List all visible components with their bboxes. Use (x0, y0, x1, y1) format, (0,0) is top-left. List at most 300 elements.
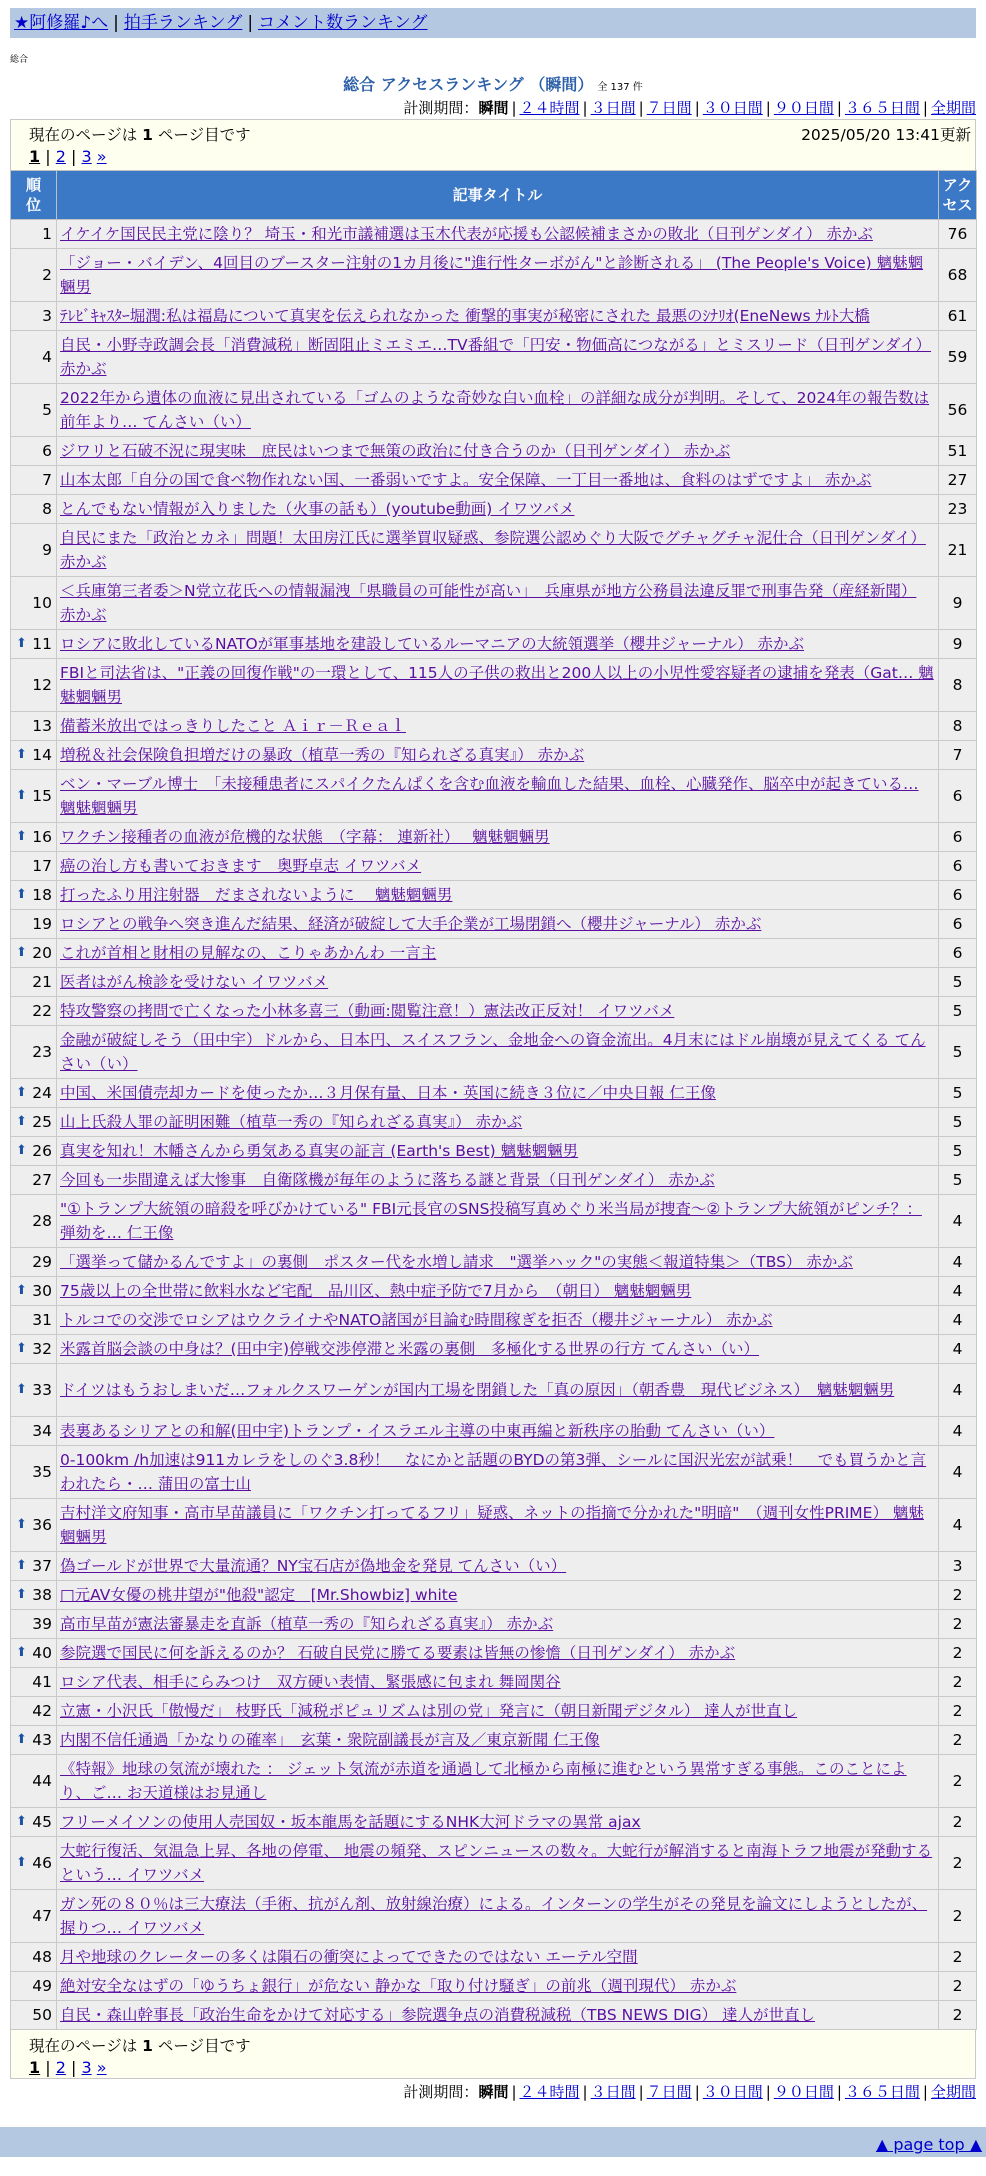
rank-cell (11, 384, 57, 437)
rank-cell (11, 1108, 57, 1137)
access-count: 8 (939, 659, 977, 712)
rank-number: 9 (42, 541, 52, 559)
pager-next-link[interactable]: » (96, 2058, 107, 2077)
access-count: 6 (939, 823, 977, 852)
pager-top (29, 147, 971, 166)
title-cell (57, 1726, 939, 1755)
rank-up-arrow-icon: ⬆ (16, 636, 27, 651)
rank-cell (11, 968, 57, 997)
table-row (11, 524, 977, 577)
title-cell (57, 302, 939, 331)
rank-cell (11, 1837, 57, 1890)
rank-cell (11, 1417, 57, 1446)
rank-number: 28 (32, 1212, 52, 1230)
rank-cell (11, 1364, 57, 1417)
rank-number: 29 (32, 1253, 52, 1271)
rank-number: 10 (32, 594, 52, 612)
period-option-link[interactable]: ２４時間 (519, 2083, 580, 2101)
table-row (11, 823, 977, 852)
page-info-top (10, 119, 976, 170)
article-title-link[interactable]: ロシアに敗北しているNATOが軍事基地を建設しているルーマニアの大統領選挙（櫻井ジャーナル） 赤かぶ (60, 635, 805, 653)
rank-cell (11, 1248, 57, 1277)
article-title-link[interactable]: 内閣不信任通過「かなりの確率」 玄葉・衆院副議長が言及／東京新聞 仁王像 (60, 1731, 600, 1749)
article-title-link[interactable]: 癌の治し方も書いておきます 奥野卓志 イワツバメ (60, 857, 422, 875)
rank-number: 40 (32, 1644, 52, 1662)
period-option-link[interactable]: 全期間 (930, 99, 976, 117)
rank-cell (11, 1446, 57, 1499)
article-title-link[interactable]: "①トランプ大統領の暗殺を呼びかけている" FBI元長官のSNS投稿写真めぐり米当局が捜査～②トランプ大統領がピンチ？：弾劾を… 仁王像 (60, 1200, 922, 1242)
category-tag: 総合 (10, 55, 29, 65)
period-separator: | (582, 99, 588, 117)
table-row (11, 331, 977, 384)
rank-number: 15 (32, 787, 52, 805)
rank-cell (11, 302, 57, 331)
article-title-link[interactable]: ベン・マーブル博士 「未接種患者にスパイクたんぱくを含む血液を輸血した結果、血栓、心臓発作、脳卒中が起きている… 魑魅魍魎男 (60, 775, 919, 817)
rank-number: 32 (32, 1340, 52, 1358)
title-cell (57, 741, 939, 770)
rank-cell (11, 1808, 57, 1837)
access-count: 2 (939, 1668, 977, 1697)
period-separator: | (694, 99, 700, 117)
table-row (11, 302, 977, 331)
pager-page-link[interactable]: 2 (55, 2058, 66, 2077)
current-page-suffix: ページ目です (157, 126, 251, 144)
table-row (11, 1108, 977, 1137)
rank-cell (11, 1335, 57, 1364)
article-title-link[interactable]: フリーメイソンの使用人売国奴・坂本龍馬を話題にするNHK大河ドラマの異常 ajax (60, 1813, 641, 1831)
rank-cell (11, 1639, 57, 1668)
period-label: 計測期間： (403, 2083, 479, 2101)
current-page-prefix: 現在のページは (29, 2037, 138, 2055)
rank-up-arrow-icon: ⬆ (16, 1283, 27, 1298)
pager-page-link[interactable]: 2 (55, 147, 66, 166)
rank-number: 35 (32, 1463, 52, 1481)
table-row (11, 1697, 977, 1726)
rank-number: 2 (42, 266, 52, 284)
access-count: 2 (939, 2001, 977, 2030)
rank-number: 30 (32, 1282, 52, 1300)
rank-number: 48 (32, 1948, 52, 1966)
article-title-link[interactable]: 「ジョー・バイデン、4回目のブースター注射の1カ月後に"進行性ターボがん"と診断される」 (The People's Voice) 魑魅魍魎男 (60, 254, 924, 296)
title-cell (57, 1837, 939, 1890)
period-separator: | (511, 2083, 517, 2101)
article-title-link[interactable]: 「選挙って儲かるんですよ」の裏側 ポスター代を水増し請求 "選挙ハック"の実態＜報道特集＞（TBS） 赤かぶ (60, 1253, 853, 1271)
table-row (11, 220, 977, 249)
access-count: 2 (939, 1943, 977, 1972)
title-cell (57, 823, 939, 852)
access-count: 27 (939, 466, 977, 495)
access-count: 4 (939, 1446, 977, 1499)
article-title-link[interactable]: 真実を知れ！木幡さんから勇気ある真実の証言 (Earth's Best) 魑魅魍魎男 (60, 1142, 579, 1160)
table-row (11, 1755, 977, 1808)
period-option-link[interactable]: ３０日間 (702, 99, 763, 117)
page-top-link[interactable]: ▲ page top ▲ (875, 2135, 982, 2154)
rank-number: 43 (32, 1731, 52, 1749)
article-title-link[interactable]: 増税＆社会保険負担増だけの暴政（植草一秀の『知られざる真実』） 赤かぶ (60, 746, 585, 764)
pager-separator: | (45, 2058, 51, 2077)
rank-up-arrow-icon: ⬆ (16, 1558, 27, 1573)
rank-number: 16 (32, 828, 52, 846)
article-title-link[interactable]: 参院選で国民に何を訴えるのか？ 石破自民党に勝てる要素は皆無の惨憺（日刊ゲンダイ） 赤かぶ (60, 1644, 736, 1662)
title-cell (57, 331, 939, 384)
article-title-link[interactable]: 金融が破綻しそう（田中宇）ドルから、日本円、スイスフラン、金地金への資金流出。4月末にはドル崩壊が見えてくる てんさい（い） (60, 1031, 926, 1073)
article-title-link[interactable]: 自民・森山幹事長「政治生命をかけて対応する」参院選争点の消費税減税（TBS NEWS DIG） 達人が世直し (60, 2006, 816, 2024)
title-cell (57, 712, 939, 741)
article-title-link[interactable]: 月や地球のクレーターの多くは隕石の衝突によってできたのではない エーテル空間 (60, 1948, 638, 1966)
home-link[interactable]: ★阿修羅♪へ (14, 13, 109, 33)
access-count: 2 (939, 1972, 977, 2001)
title-cell (57, 968, 939, 997)
period-separator: | (922, 99, 928, 117)
period-option-link[interactable]: ２４時間 (519, 99, 580, 117)
article-title-link[interactable]: 大蛇行復活、気温急上昇、各地の停電、 地震の頻発、スピンニュースの数々。大蛇行が解消すると南海トラフ地震が発動するという… イワツバメ (60, 1842, 933, 1884)
access-count: 7 (939, 741, 977, 770)
title-cell (57, 1248, 939, 1277)
period-separator: | (922, 2083, 928, 2101)
access-count: 5 (939, 1108, 977, 1137)
title-cell (57, 466, 939, 495)
period-option-link[interactable]: ３日間 (590, 99, 636, 117)
article-title-link[interactable]: □元AV女優の桃井望が"他殺"認定 [Mr.Showbiz] white (60, 1586, 458, 1604)
article-title-link[interactable]: 今回も一歩間違えば大惨事 自衛隊機が毎年のように落ちる謎と背景（日刊ゲンダイ） 赤かぶ (60, 1171, 715, 1189)
col-rank-label: 順位 (26, 176, 42, 214)
rank-cell (11, 1581, 57, 1610)
table-row (11, 495, 977, 524)
pager-separator: | (71, 147, 77, 166)
access-count: 6 (939, 910, 977, 939)
rank-number: 11 (32, 635, 52, 653)
article-title-link[interactable]: 山上氏殺人罪の証明困難（植草一秀の『知られざる真実』） 赤かぶ (60, 1113, 523, 1131)
title-cell (57, 1890, 939, 1943)
rank-number: 14 (32, 746, 52, 764)
pager-page-link[interactable]: 3 (81, 2058, 92, 2077)
article-title-link[interactable]: 特攻警察の拷問で亡くなった小林多喜三（動画:閲覧注意！）憲法改正反対！ イワツバメ (60, 1002, 675, 1020)
title-cell (57, 577, 939, 630)
rank-number: 31 (32, 1311, 52, 1329)
nav-separator: | (113, 13, 119, 33)
rank-up-arrow-icon: ⬆ (16, 1517, 27, 1532)
rank-cell (11, 741, 57, 770)
title-cell (57, 1697, 939, 1726)
table-row (11, 466, 977, 495)
rank-number: 47 (32, 1907, 52, 1925)
title-cell (57, 1610, 939, 1639)
rank-number: 39 (32, 1615, 52, 1633)
period-option-link[interactable]: 全期間 (930, 2083, 976, 2101)
rank-cell (11, 249, 57, 302)
rank-cell (11, 466, 57, 495)
access-count: 2 (939, 1726, 977, 1755)
rank-number: 46 (32, 1854, 52, 1872)
title-cell (57, 1335, 939, 1364)
article-title-link[interactable]: 米露首脳会談の中身は？(田中宇)停戦交渉停滞と米露の裏側 多極化する世界の行方 てんさい（い） (60, 1340, 760, 1358)
rank-number: 22 (32, 1002, 52, 1020)
ranking-heading (10, 72, 976, 95)
title-cell (57, 495, 939, 524)
rank-number: 21 (32, 973, 52, 991)
rank-cell (11, 1277, 57, 1306)
title-cell (57, 852, 939, 881)
rank-number: 4 (42, 348, 52, 366)
article-title-link[interactable]: トルコでの交渉でロシアはウクライナやNATO諸国が目論む時間稼ぎを拒否（櫻井ジャーナル） 赤かぶ (60, 1311, 773, 1329)
article-title-link[interactable]: ロシアとの戦争へ突き進んだ結果、経済が破綻して大手企業が工場閉鎖へ（櫻井ジャーナル） 赤かぶ (60, 915, 762, 933)
rank-number: 23 (32, 1043, 52, 1061)
rank-cell (11, 331, 57, 384)
title-cell (57, 437, 939, 466)
access-count: 2 (939, 1890, 977, 1943)
article-title-link[interactable]: 2022年から遺体の血液に見出されている「ゴムのような奇妙な白い血栓」の詳細な成分が判明。そして、2024年の報告数は前年より… てんさい（い） (60, 389, 930, 431)
title-cell (57, 1639, 939, 1668)
access-count: 6 (939, 852, 977, 881)
rank-number: 20 (32, 944, 52, 962)
rank-cell (11, 1499, 57, 1552)
period-separator: | (694, 2083, 700, 2101)
article-title-link[interactable]: 0-100km /h加速は911カレラをしのぐ3.8秒！ なにかと話題のBYDの第3弾、シールに国沢光宏が試乗！ でも買うかと言われたら・… 蒲田の富士山 (60, 1451, 927, 1493)
period-separator: | (638, 99, 644, 117)
article-title-link[interactable]: FBIと司法省は、"正義の回復作戦"の一環として、115人の子供の救出と200人以上の小児性愛容疑者の逮捕を発表（Gat… 魑魅魍魎男 (60, 664, 934, 706)
table-row (11, 630, 977, 659)
rank-number: 38 (32, 1586, 52, 1604)
period-option-link[interactable]: ９０日間 (773, 2083, 834, 2101)
table-row (11, 1499, 977, 1552)
rank-cell (11, 712, 57, 741)
rank-cell (11, 770, 57, 823)
article-title-link[interactable]: 備蓄米放出ではっきりしたこと Ａｉｒ－Ｒｅａｌ (60, 717, 406, 735)
table-row (11, 910, 977, 939)
period-option-link[interactable]: ３０日間 (702, 2083, 763, 2101)
article-title-link[interactable]: 偽ゴールドが世界で大量流通？NY宝石店が偽地金を発見 てんさい（い） (60, 1557, 567, 1575)
comment-ranking-link[interactable]: コメント数ランキング (258, 13, 428, 33)
table-row (11, 1837, 977, 1890)
rank-cell (11, 1552, 57, 1581)
rank-number: 18 (32, 886, 52, 904)
title-cell (57, 1755, 939, 1808)
table-row (11, 1248, 977, 1277)
title-cell (57, 1943, 939, 1972)
period-option-link[interactable]: ３日間 (590, 2083, 636, 2101)
access-count: 2 (939, 1581, 977, 1610)
table-row (11, 384, 977, 437)
table-row (11, 1726, 977, 1755)
rank-number: 27 (32, 1171, 52, 1189)
rank-up-arrow-icon: ⬆ (16, 1855, 27, 1870)
title-cell (57, 1581, 939, 1610)
rank-cell (11, 1755, 57, 1808)
rank-cell (11, 1026, 57, 1079)
pager-separator: | (45, 147, 51, 166)
access-count: 4 (939, 1248, 977, 1277)
rank-cell (11, 524, 57, 577)
article-title-link[interactable]: 絶対安全なはずの「ゆうちょ銀行」が危ない 静かな「取り付け騒ぎ」の前兆（週刊現代） 赤かぶ (60, 1977, 737, 1995)
rank-cell (11, 852, 57, 881)
article-title-link[interactable]: これが首相と財相の見解なの、こりゃあかんわ 一言主 (60, 944, 437, 962)
title-cell (57, 1306, 939, 1335)
table-row (11, 2001, 977, 2030)
rank-cell (11, 1079, 57, 1108)
col-header-access (939, 171, 977, 220)
access-count: 5 (939, 968, 977, 997)
rank-number: 3 (42, 307, 52, 325)
period-option-link[interactable]: ７日間 (646, 2083, 692, 2101)
nav-separator: | (247, 13, 254, 33)
access-count: 4 (939, 1499, 977, 1552)
access-count: 76 (939, 220, 977, 249)
table-row (11, 249, 977, 302)
table-row (11, 1552, 977, 1581)
article-title-link[interactable]: 75歳以上の全世帯に飲料水など宅配 品川区、熱中症予防で7月から （朝日） 魑魅魍魎男 (60, 1282, 692, 1300)
rank-number: 1 (42, 225, 52, 243)
access-count: 6 (939, 881, 977, 910)
title-cell (57, 249, 939, 302)
title-cell (57, 910, 939, 939)
article-title-link[interactable]: 自民にまた「政治とカネ」問題！太田房江氏に選挙買収疑惑、参院選公認めぐり大阪でグチャグチャ泥仕合（日刊ゲンダイ） 赤かぶ (60, 529, 926, 571)
article-title-link[interactable]: ＜兵庫第三者委＞N党立花氏への情報漏洩「県職員の可能性が高い」 兵庫県が地方公務員法違反罪で刑事告発（産経新聞） 赤かぶ (60, 582, 917, 624)
rank-cell (11, 1972, 57, 2001)
rank-cell (11, 495, 57, 524)
period-option-link[interactable]: ７日間 (646, 99, 692, 117)
rank-up-arrow-icon: ⬆ (16, 887, 27, 902)
article-title-link[interactable]: ドイツはもうおしまいだ…フォルクスワーゲンが国内工場を閉鎖した「真の原因」（朝香豊 現代ビジネス） 魑魅魍魎男 (60, 1381, 895, 1399)
access-count: 2 (939, 1610, 977, 1639)
article-title-link[interactable]: 医者はがん検診を受けない イワツバメ (60, 973, 329, 991)
current-page-prefix: 現在のページは (29, 126, 138, 144)
rank-cell (11, 1890, 57, 1943)
access-count: 4 (939, 1417, 977, 1446)
period-separator: | (765, 2083, 771, 2101)
period-selector-bottom (10, 2081, 976, 2103)
pager-page-link[interactable]: 3 (81, 147, 92, 166)
rank-up-arrow-icon: ⬆ (16, 1732, 27, 1747)
article-title-link[interactable]: イケイケ国民民主党に陰り？ 埼玉・和光市議補選は玉木代表が応援も公認候補まさかの敗北（日刊ゲンダイ） 赤かぶ (60, 225, 873, 243)
title-cell (57, 1499, 939, 1552)
access-count: 5 (939, 1026, 977, 1079)
period-option-link[interactable]: ３６５日間 (844, 2083, 920, 2101)
rank-cell (11, 659, 57, 712)
rank-number: 24 (32, 1084, 52, 1102)
rank-up-arrow-icon: ⬆ (16, 1814, 27, 1829)
article-title-link[interactable]: 吉村洋文府知事・高市早苗議員に「ワクチン打ってるフリ」疑惑、ネットの指摘で分かれた"明暗" （週刊女性PRIME） 魑魅魍魎男 (60, 1504, 924, 1546)
article-title-link[interactable]: 高市早苗が憲法審暴走を直訴（植草一秀の『知られざる真実』） 赤かぶ (60, 1615, 554, 1633)
article-title-link[interactable]: ガン死の８０％は三大療法（手術、抗がん剤、放射線治療）による。インターンの学生がその発見を論文にしようとしたが、握りつ… イワツバメ (60, 1895, 928, 1937)
table-row (11, 1026, 977, 1079)
rank-number: 13 (32, 717, 52, 735)
access-count: 61 (939, 302, 977, 331)
rank-number: 12 (32, 676, 52, 694)
title-cell (57, 939, 939, 968)
article-title-link[interactable]: ﾃﾚﾋﾞｷｬｽﾀｰ堀潤:私は福島について真実を伝えられなかった 衝撃的事実が秘密にされた 最悪のｼﾅﾘｵ(EneNews ﾅﾙﾄ大橋 (60, 307, 870, 325)
rank-cell (11, 630, 57, 659)
table-row (11, 437, 977, 466)
rank-cell (11, 1668, 57, 1697)
title-cell (57, 220, 939, 249)
article-title-link[interactable]: 打ったふり用注射器 だまされないように 魑魅魍魎男 (60, 886, 453, 904)
rank-number: 8 (42, 500, 52, 518)
rank-cell (11, 823, 57, 852)
period-option-link[interactable]: ３６５日間 (844, 99, 920, 117)
table-row (11, 1668, 977, 1697)
rank-number: 17 (32, 857, 52, 875)
period-option-link[interactable]: ９０日間 (773, 99, 834, 117)
period-separator: | (511, 99, 517, 117)
title-cell (57, 997, 939, 1026)
rank-up-arrow-icon: ⬆ (16, 1085, 27, 1100)
article-title-link[interactable]: 自民・小野寺政調会長「消費減税」断固阻止ミエミエ…TV番組で「円安・物価高につながる」とミスリード（日刊ゲンダイ） 赤かぶ (60, 336, 932, 378)
rank-up-arrow-icon: ⬆ (16, 1382, 27, 1397)
title-cell (57, 1446, 939, 1499)
rank-number: 45 (32, 1813, 52, 1831)
top-nav (10, 8, 976, 38)
pager-separator: | (71, 2058, 77, 2077)
title-cell (57, 770, 939, 823)
title-cell (57, 1668, 939, 1697)
rank-cell (11, 220, 57, 249)
access-count: 68 (939, 249, 977, 302)
rank-cell (11, 1610, 57, 1639)
rank-cell (11, 1943, 57, 1972)
period-separator: | (582, 2083, 588, 2101)
article-title-link[interactable]: 山本太郎「自分の国で食べ物作れない国、一番弱いですよ。安全保障、一丁目一番地は、食料のはずですよ」 赤かぶ (60, 471, 872, 489)
article-title-link[interactable]: 表裏あるシリアとの和解(田中宇)トランプ・イスラエル主導の中東再編と新秩序の胎動 てんさい（い） (60, 1422, 775, 1440)
table-row (11, 1610, 977, 1639)
rank-number: 41 (32, 1673, 52, 1691)
article-title-link[interactable]: ロシア代表、相手にらみつけ 双方硬い表情、緊張感に包まれ 舞岡関谷 (60, 1673, 561, 1691)
title-cell (57, 881, 939, 910)
article-title-link[interactable]: 立憲・小沢氏「傲慢だ」 枝野氏「減税ポピュリズムは別の党」発言に（朝日新聞デジタル） 達人が世直し (60, 1702, 798, 1720)
rank-cell (11, 1306, 57, 1335)
article-title-link[interactable]: 中国、米国債売却カードを使ったか…３月保有量、日本・英国に続き３位に／中央日報 仁王像 (60, 1084, 716, 1102)
article-title-link[interactable]: 《特報》地球の気流が壊れた ： ジェット気流が赤道を通過して北極から南極に進むという異常すぎる事態。このことにより、ご… お天道様はお見通し (60, 1760, 907, 1802)
access-count: 4 (939, 1277, 977, 1306)
ranking-rows (11, 220, 977, 2030)
article-title-link[interactable]: ジワリと石破不況に現実味 庶民はいつまで無策の政治に付き合うのか（日刊ゲンダイ） 赤かぶ (60, 442, 731, 460)
access-count: 5 (939, 1079, 977, 1108)
table-row (11, 968, 977, 997)
rank-number: 33 (32, 1381, 52, 1399)
access-count: 5 (939, 1166, 977, 1195)
access-count: 9 (939, 577, 977, 630)
updated-timestamp: 2025/05/20 13:41更新 (801, 126, 971, 144)
rank-up-arrow-icon: ⬆ (16, 788, 27, 803)
title-cell (57, 1108, 939, 1137)
current-page-suffix: ページ目です (157, 2037, 251, 2055)
article-title-link[interactable]: ワクチン接種者の血液が危機的な状態 （字幕： 連新社） 魑魅魍魎男 (60, 828, 550, 846)
article-title-link[interactable]: とんでもない情報が入りました（火事の話も）(youtube動画) イワツバメ (60, 500, 575, 518)
table-row (11, 1335, 977, 1364)
table-row (11, 1079, 977, 1108)
table-row (11, 1364, 977, 1417)
current-page-number: 1 (142, 126, 153, 144)
total-count: 全 137 件 (597, 82, 643, 93)
rank-number: 7 (42, 471, 52, 489)
period-separator: | (765, 99, 771, 117)
access-count: 9 (939, 630, 977, 659)
rank-number: 26 (32, 1142, 52, 1160)
access-count: 4 (939, 1335, 977, 1364)
table-row (11, 1277, 977, 1306)
table-row (11, 881, 977, 910)
col-header-rank (11, 171, 57, 220)
rank-cell (11, 1697, 57, 1726)
pager-next-link[interactable]: » (96, 147, 107, 166)
page-title: 総合 アクセスランキング （瞬間） (343, 75, 594, 94)
title-cell (57, 659, 939, 712)
rank-number: 25 (32, 1113, 52, 1131)
access-count: 3 (939, 1552, 977, 1581)
table-row (11, 1890, 977, 1943)
rank-cell (11, 437, 57, 466)
clap-ranking-link[interactable]: 拍手ランキング (123, 13, 243, 33)
title-cell (57, 2001, 939, 2030)
